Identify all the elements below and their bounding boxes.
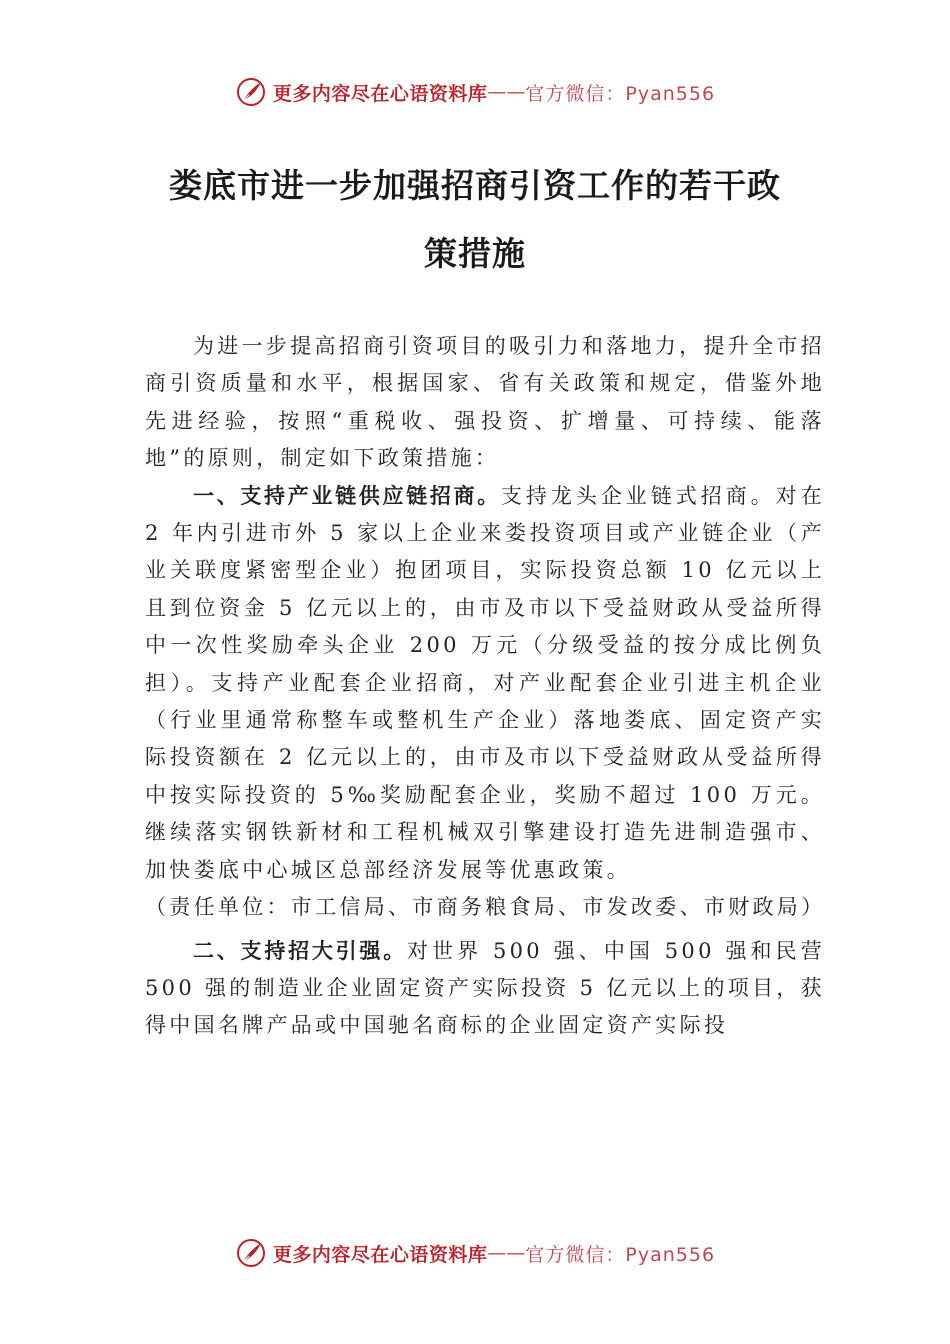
document-body <box>145 328 825 1045</box>
header-watermark-banner <box>0 72 950 112</box>
brand-text: 更多内容尽在心语资料库 <box>272 1243 488 1266</box>
intro-paragraph: 为进一步提高招商引资项目的吸引力和落地力，提升全市招商引资质量和水平，根据国家、省有关政策和规定，借鉴外地先进经验，按照“重税收、强投资、扩增量、可持续、能落地”的原则，制定如下政策措施： <box>145 334 825 471</box>
banner-dash: —— <box>487 81 526 103</box>
wechat-contact: 官方微信：Pyan556 <box>525 1243 716 1266</box>
document-title-line-1: 娄底市进一步加强招商引资工作的若干政 <box>169 166 781 205</box>
banner-dash: —— <box>487 1242 526 1264</box>
section-2-body: 对世界 500 强、中国 500 强和民营 500 强的制造业企业固定资产实际投资 5 亿元以上的项目，获得中国名牌产品或中国驰名商标的企业固定资产实际投 <box>145 938 826 1038</box>
brand-text: 更多内容尽在心语资料库 <box>272 82 488 105</box>
document-title-line-2: 策措施 <box>424 234 526 273</box>
section-1-heading: 一、支持产业链供应链招商。 <box>193 483 501 508</box>
footer-watermark-banner <box>0 1233 950 1273</box>
wechat-contact: 官方微信：Pyan556 <box>525 82 716 105</box>
section-1-responsible-units: （责任单位：市工信局、市商务粮食局、市发改委、市财政局） <box>145 895 826 920</box>
section-1-paragraph <box>145 478 825 889</box>
section-1-body: 支持龙头企业链式招商。对在 2 年内引进市外 5 家以上企业来娄投资项目或产业链企业（产业关联度紧密型企业）抱团项目，实际投资总额 10 亿元以上且到位资金 5 亿元以上的，由市及市以下受益财政从受益所得中一次性奖励牵头企业 200 万元（分级受益的按分成比例负担）。支持产业配套企业招商，对产业配套企业引进主机企业（行业里通常称整车或整机生产企业）落地娄底、固定资产实际投资额在 2 亿元以上的，由市及市以下受益财政从受益所得中按实际投资的 5‰奖励配套企业，奖励不超过 100 万元。继续落实钢铁新材和工程机械双引擎建设打造先进制造强市、加快娄底中心城区总部经济发展等优惠政策。 <box>145 483 825 882</box>
feather-pen-logo-icon <box>235 1237 267 1269</box>
section-2-paragraph <box>145 933 825 1045</box>
feather-pen-logo-icon <box>235 76 267 108</box>
section-2-heading: 二、支持招大引强。 <box>193 938 407 963</box>
